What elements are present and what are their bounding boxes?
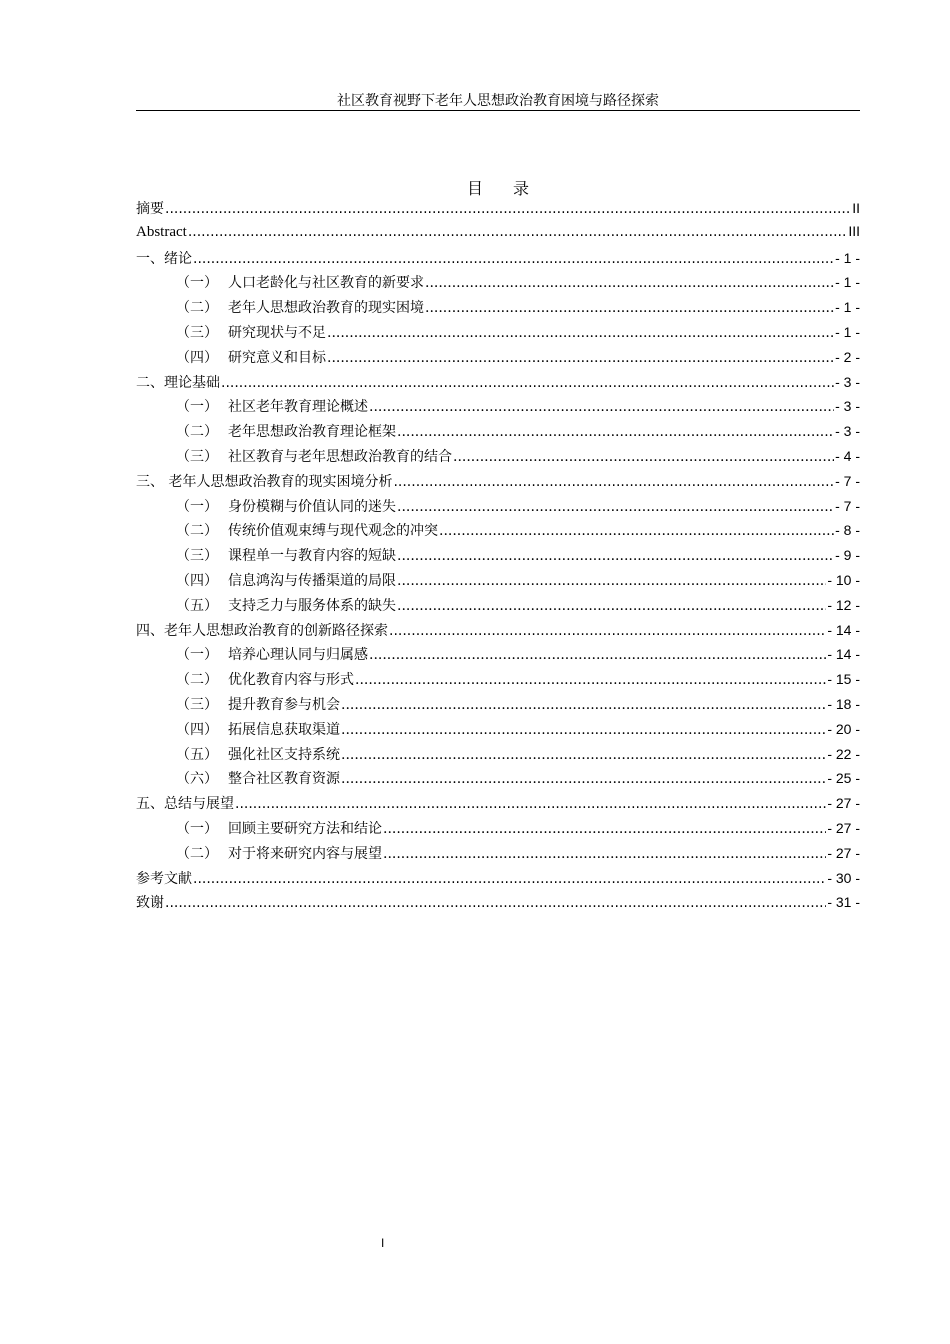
toc-entry[interactable] [136,520,860,545]
toc-entry-label: 对于将来研究内容与展望 [228,845,382,862]
toc-entry-label: 一、绪论 [136,250,192,267]
toc-entry-page: - 27 - [827,795,860,812]
toc-entry-number: （一） [176,498,218,515]
toc-entry[interactable] [136,843,860,868]
toc-leader-dots [397,424,834,440]
toc-entry[interactable] [136,744,860,769]
toc-entry-label: 培养心理认同与归属感 [228,647,368,664]
toc-entry-label: 强化社区支持系统 [228,746,340,763]
toc-entry-label: 老年思想政治教育理论框架 [228,424,396,441]
toc-entry-page: - 1 - [835,299,860,316]
toc-entry-page: - 20 - [827,720,860,737]
toc-entry-number: （一） [176,820,218,837]
toc-entry-number: （一） [176,399,218,416]
toc-leader-dots [355,672,826,688]
toc-entry-page: - 25 - [827,770,860,787]
toc-entry-label: 参考文献 [136,870,192,887]
toc-entry-number: （四） [176,721,218,738]
toc-entry-label: 回顾主要研究方法和结论 [228,820,382,837]
toc-entry-label: 研究意义和目标 [228,349,326,366]
toc-leader-dots [397,548,834,564]
toc-leader-dots [439,523,834,539]
toc-leader-dots [341,771,826,787]
toc-entry[interactable] [136,471,860,496]
toc-entry[interactable] [136,446,860,471]
toc-entry-number: （五） [176,746,218,763]
toc-entry-number: （三） [176,696,218,713]
toc-entry[interactable] [136,223,860,248]
toc-entry-page: - 8 - [835,522,860,539]
toc-entry-page: - 10 - [827,571,860,588]
page-header: 社区教育视野下老年人思想政治教育困境与路径探索 [136,92,860,111]
toc-entry-number: （二） [176,300,218,317]
toc-entry[interactable] [136,669,860,694]
toc-leader-dots [425,275,834,291]
toc-entry-page: - 30 - [827,869,860,886]
toc-entry-label: 提升教育参与机会 [228,696,340,713]
toc-entry-number: （二） [176,845,218,862]
toc-entry-page: - 12 - [827,596,860,613]
toc-entry-page: - 15 - [827,671,860,688]
toc-leader-dots [389,623,826,639]
page-number: I [381,1236,385,1250]
toc-entry[interactable] [136,248,860,273]
toc-entry-label: 人口老龄化与社区教育的新要求 [228,275,424,292]
toc-leader-dots [341,697,826,713]
toc-leader-dots [425,300,834,316]
toc-leader-dots [397,573,826,589]
toc-entry-label: 信息鸿沟与传播渠道的局限 [228,572,396,589]
toc-entry-page: - 3 - [835,373,860,390]
toc-entry[interactable] [136,421,860,446]
toc-leader-dots [165,895,826,911]
toc-entry-label: 二、理论基础 [136,374,220,391]
toc-entry-page: - 7 - [835,472,860,489]
toc-entry-label: 整合社区教育资源 [228,771,340,788]
toc-entry-page: - 3 - [835,423,860,440]
toc-entry-label: 四、老年人思想政治教育的创新路径探索 [136,622,388,639]
toc-entry[interactable] [136,868,860,893]
toc-leader-dots [383,846,826,862]
toc-entry-page: - 14 - [827,646,860,663]
toc-entry-number: （二） [176,523,218,540]
toc-entry[interactable] [136,322,860,347]
toc-leader-dots [397,499,834,515]
toc-entry-label: 传统价值观束缚与现代观念的冲突 [228,523,438,540]
toc-entry[interactable] [136,644,860,669]
toc-entry-label: 身份模糊与价值认同的迷失 [228,498,396,515]
toc-entry-number: （一） [176,275,218,292]
toc-entry-label: 社区老年教育理论概述 [228,399,368,416]
toc-entry[interactable] [136,198,860,223]
toc-entry-page: - 22 - [827,745,860,762]
toc-entry-label: 研究现状与不足 [228,324,326,341]
toc-entry-label: 优化教育内容与形式 [228,672,354,689]
toc-entry-page: - 27 - [827,819,860,836]
toc-leader-dots [383,821,826,837]
toc-entry[interactable] [136,297,860,322]
toc-entry-label: 社区教育与老年思想政治教育的结合 [228,448,452,465]
toc-entry-label: 致谢 [136,895,164,912]
toc-entry-number: （一） [176,647,218,664]
table-of-contents [136,198,860,917]
toc-leader-dots [188,224,848,240]
toc-leader-dots [369,399,834,415]
toc-entry-number: （六） [176,771,218,788]
toc-leader-dots [369,647,826,663]
toc-entry-page: - 14 - [827,621,860,638]
toc-entry-page: - 4 - [835,447,860,464]
toc-entry-page: - 1 - [835,274,860,291]
toc-entry-page: II [852,200,860,216]
toc-entry-page: - 1 - [835,323,860,340]
toc-entry-page: - 31 - [827,894,860,911]
toc-leader-dots [235,796,826,812]
toc-entry[interactable] [136,272,860,297]
toc-entry[interactable] [136,620,860,645]
toc-entry-page: - 18 - [827,695,860,712]
toc-leader-dots [193,871,826,887]
toc-entry-page: - 2 - [835,348,860,365]
toc-entry-label: Abstract [136,223,187,240]
toc-entry[interactable] [136,892,860,917]
toc-entry-number: （三） [176,324,218,341]
toc-entry[interactable] [136,694,860,719]
toc-entry[interactable] [136,347,860,372]
toc-entry[interactable] [136,496,860,521]
toc-entry-page: III [848,222,860,239]
toc-leader-dots [327,350,834,366]
toc-leader-dots [453,449,834,465]
toc-entry-number: （三） [176,548,218,565]
toc-leader-dots [341,722,826,738]
toc-entry[interactable] [136,545,860,570]
toc-entry-page: - 1 - [835,249,860,266]
toc-entry-page: - 27 - [827,844,860,861]
toc-leader-dots [221,375,834,391]
toc-entry-number: （四） [176,572,218,589]
toc-entry-label: 老年人思想政治教育的现实困境 [228,300,424,317]
toc-entry-label: 课程单一与教育内容的短缺 [228,548,396,565]
toc-entry[interactable] [136,396,860,421]
toc-entry[interactable] [136,372,860,397]
toc-entry-number: （二） [176,672,218,689]
toc-title: 目录 [466,179,559,198]
toc-entry-page: - 3 - [835,398,860,415]
toc-entry-label: 摘要 [136,201,164,217]
toc-entry-number: （四） [176,349,218,366]
toc-leader-dots [165,201,851,217]
toc-entry-label: 支持乏力与服务体系的缺失 [228,597,396,614]
toc-entry-label: 五、总结与展望 [136,796,234,813]
toc-entry[interactable] [136,818,860,843]
toc-entry-label: 三、 老年人思想政治教育的现实困境分析 [136,473,393,490]
toc-leader-dots [193,251,834,267]
toc-entry-label: 拓展信息获取渠道 [228,721,340,738]
toc-entry-number: （五） [176,597,218,614]
toc-entry-page: - 9 - [835,547,860,564]
toc-entry[interactable] [136,719,860,744]
toc-leader-dots [341,747,826,763]
toc-entry-page: - 7 - [835,497,860,514]
toc-entry[interactable] [136,768,860,793]
toc-entry-number: （二） [176,424,218,441]
toc-entry[interactable] [136,570,860,595]
toc-entry[interactable] [136,595,860,620]
toc-leader-dots [393,474,834,490]
toc-leader-dots [397,598,826,614]
toc-entry[interactable] [136,793,860,818]
toc-leader-dots [327,325,834,341]
toc-entry-number: （三） [176,448,218,465]
